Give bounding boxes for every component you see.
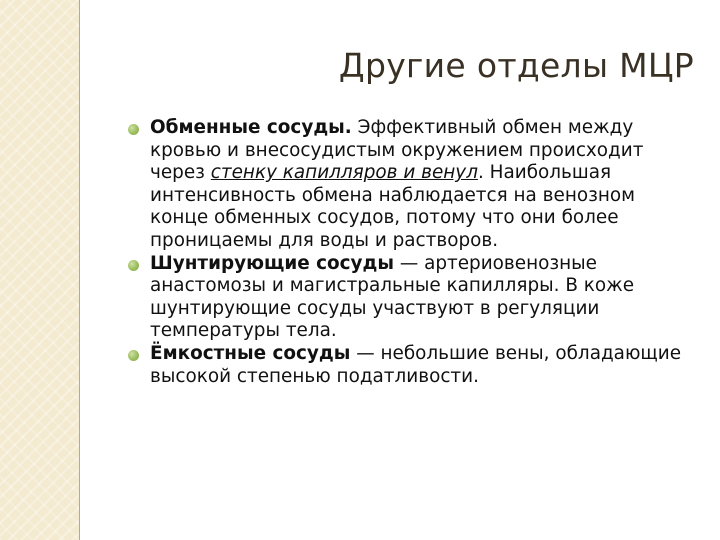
bullet-term: Обменные сосуды. xyxy=(150,117,352,138)
bullet-item-capacitive-vessels xyxy=(128,343,696,388)
bullet-term: Ёмкостные сосуды xyxy=(150,342,351,364)
bullet-text: . Наибольшая интенсивность обмена наблюдается на венозном конце обменных сосудов, потому что они более проницаемы для воды и растворов. xyxy=(150,162,636,251)
bullet-dot-icon xyxy=(128,124,139,135)
bullet-term: Шунтирующие сосуды xyxy=(150,252,394,274)
bullet-item-shunt-vessels xyxy=(128,253,696,343)
slide-title: Другие отделы МЦР xyxy=(338,46,694,85)
bullet-text: — небольшие вены, обладающие высокой степенью податливости. xyxy=(150,342,682,387)
vertical-divider xyxy=(79,0,80,540)
bullet-text: — артериовенозные анастомозы и магистральные капилляры. В коже шунтирующие сосуды участвуют в регуляции температуры тела. xyxy=(150,252,635,342)
decorative-side-band xyxy=(0,0,79,540)
bullet-emphasis: стенку капилляров и венул xyxy=(210,162,478,184)
bullet-dot-icon xyxy=(128,260,139,271)
bullet-list xyxy=(128,117,696,388)
bullet-text: Эффективный обмен между кровью и внесосудистым окружением происходит через xyxy=(150,117,644,184)
bullet-dot-icon xyxy=(128,350,139,361)
bullet-item-exchange-vessels xyxy=(128,117,696,253)
